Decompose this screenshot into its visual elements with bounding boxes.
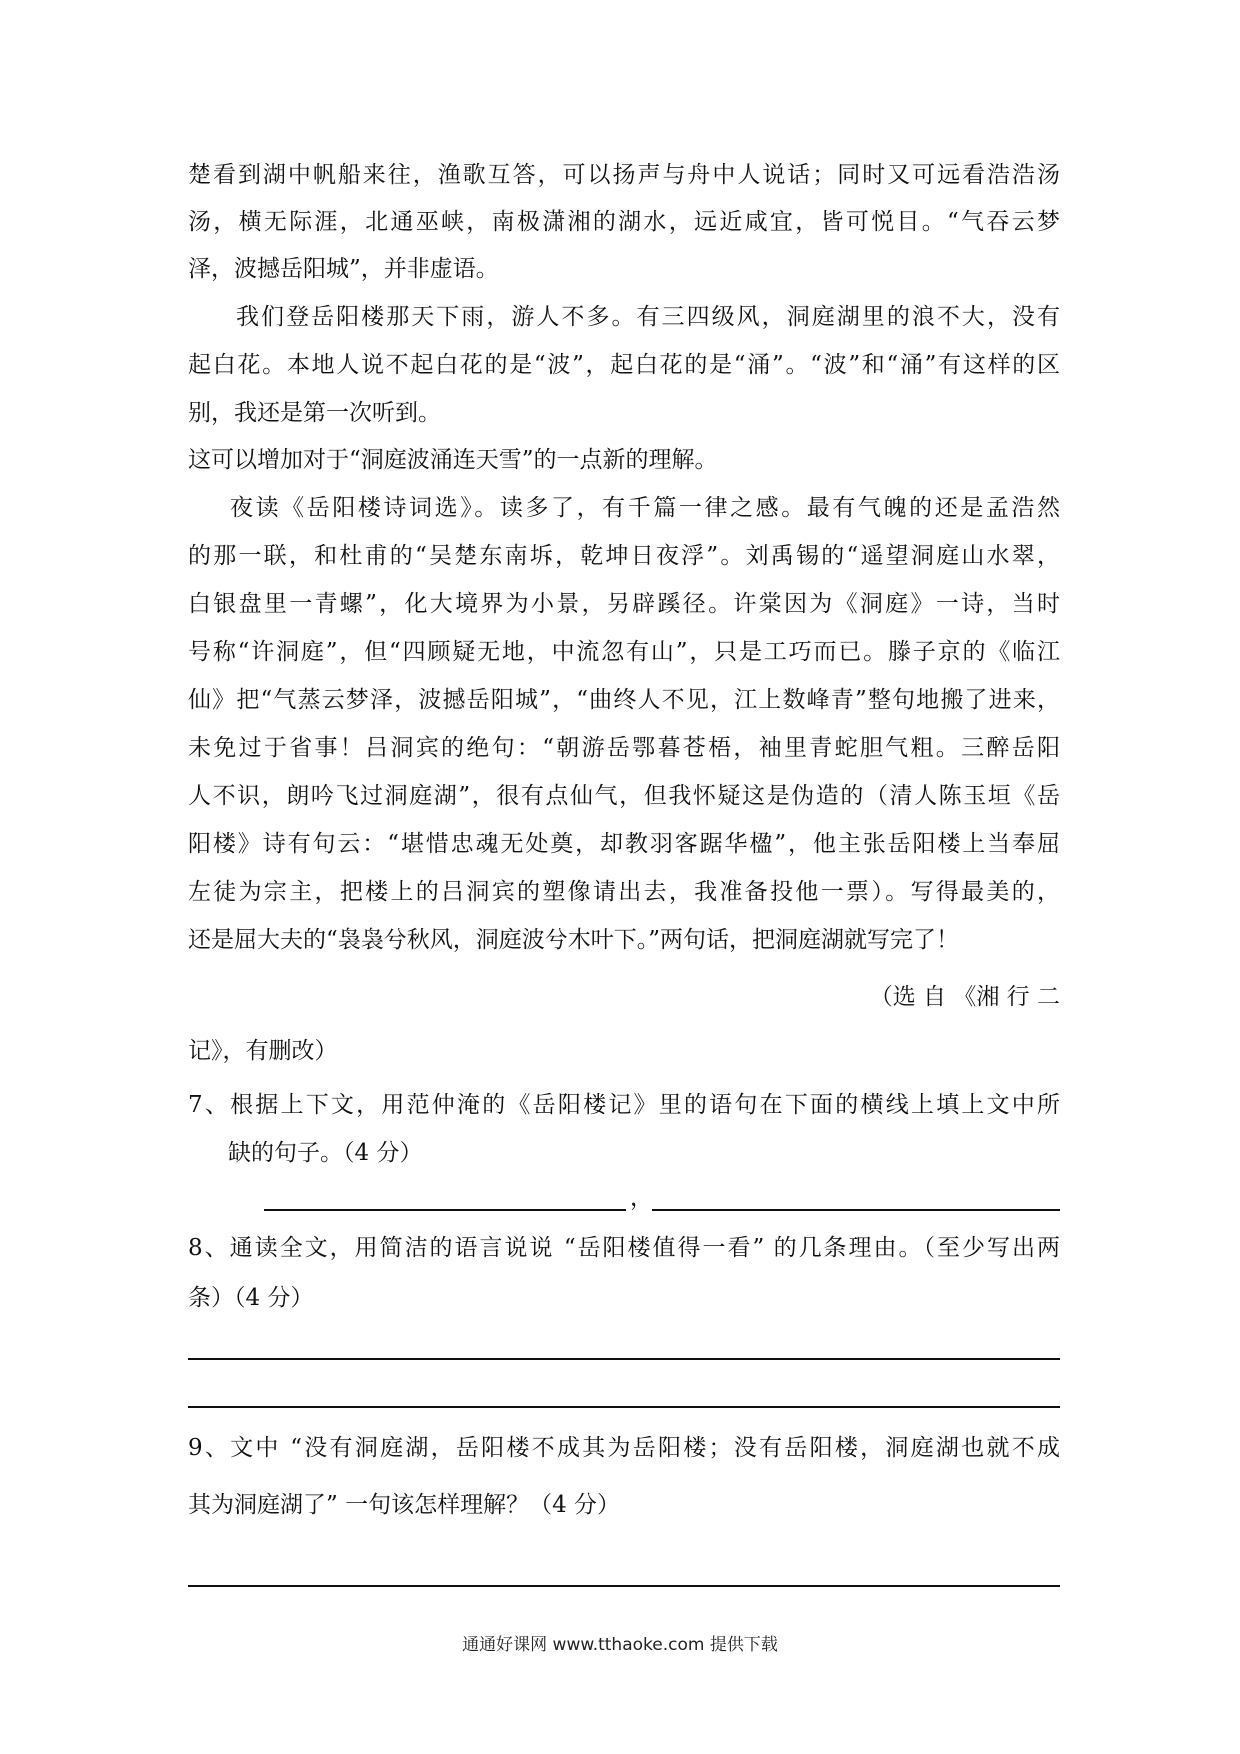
passage-line: 我们登岳阳楼那天下雨，游人不多。有三四级风，洞庭湖里的浪不大，没有 (236, 304, 1060, 330)
passage-line: 楚看到湖中帆船来往，渔歌互答，可以扬声与舟中人说话；同时又可远看浩浩汤 (188, 162, 1060, 188)
passage-line: 未免过于省事！吕洞宾的绝句：“朝游岳鄂暮苍梧，袖里青蛇胆气粗。三醉岳阳 (188, 735, 1060, 761)
passage-line: 仙》把“气蒸云梦泽，波撼岳阳城”，“曲终人不见，江上数峰青”整句地搬了进来， (188, 687, 1060, 713)
question-9: 9、文中 “没有洞庭湖，岳阳楼不成其为岳阳楼；没有岳阳楼，洞庭湖也就不成 (188, 1435, 1060, 1461)
passage-line: 白银盘里一青螺”，化大境界为小景，另辟蹊径。许棠因为《洞庭》一诗，当时 (188, 591, 1060, 617)
passage-line: 这可以增加对于“洞庭波涌连天雪”的一点新的理解。 (188, 447, 718, 473)
passage-line: 夜读《岳阳楼诗词选》。读多了，有千篇一律之感。最有气魄的还是孟浩然 (230, 495, 1060, 521)
question-7-continued: 缺的句子。（4 分） (228, 1140, 423, 1166)
answer-line-q9[interactable] (188, 1585, 1060, 1587)
blank-separator: ， (630, 1185, 653, 1211)
passage-line: 汤，横无际涯，北通巫峡，南极潇湘的湖水，远近咸宜，皆可悦目。“气吞云梦 (188, 209, 1060, 235)
passage-line: 号称“许洞庭”，但“四顾疑无地，中流忽有山”，只是工巧而已。滕子京的《临江 (188, 639, 1060, 665)
passage-line: 别，我还是第一次听到。 (188, 400, 441, 426)
page-footer: 通通好课网 www.tthaoke.com 提供下载 (462, 1635, 778, 1655)
answer-line-q8-2[interactable] (188, 1406, 1060, 1408)
passage-line: 泽，波撼岳阳城”，并非虚语。 (188, 256, 499, 282)
passage-line: 还是屈大夫的“袅袅兮秋风，洞庭波兮木叶下。”两句话，把洞庭湖就写完了！ (188, 927, 960, 953)
answer-blank-2[interactable] (652, 1209, 1060, 1211)
passage-line: 左徒为宗主，把楼上的吕洞宾的塑像请出去，我准备投他一票）。写得最美的， (188, 879, 1060, 905)
question-8-continued: 条）（4 分） (188, 1285, 314, 1311)
passage-line: 阳楼》诗有句云：“堪惜忠魂无处奠，却教羽客踞华楹”，他主张岳阳楼上当奉屈 (188, 831, 1060, 857)
question-7: 7、根据上下文，用范仲淹的《岳阳楼记》里的语句在下面的横线上填上文中所 (188, 1092, 1060, 1118)
source-attribution: 记》，有删改） (188, 1038, 338, 1064)
source-attribution: （选 自 《湘 行 二 (869, 984, 1060, 1010)
answer-line-q8-1[interactable] (188, 1358, 1060, 1360)
answer-blank-1[interactable] (264, 1209, 626, 1211)
passage-line: 的那一联，和杜甫的“吴楚东南坼，乾坤日夜浮”。刘禹锡的“遥望洞庭山水翠， (188, 543, 1060, 569)
passage-line: 起白花。本地人说不起白花的是“波”，起白花的是“涌”。“波”和“涌”有这样的区 (188, 352, 1060, 378)
question-9-continued: 其为洞庭湖了” 一句该怎样理解？（4 分） (188, 1492, 621, 1518)
passage-line: 人不识，朗吟飞过洞庭湖”，很有点仙气，但我怀疑这是伪造的（清人陈玉垣《岳 (188, 783, 1060, 809)
question-8: 8、通读全文，用简洁的语言说说 “岳阳楼值得一看” 的几条理由。（至少写出两 (188, 1235, 1060, 1261)
